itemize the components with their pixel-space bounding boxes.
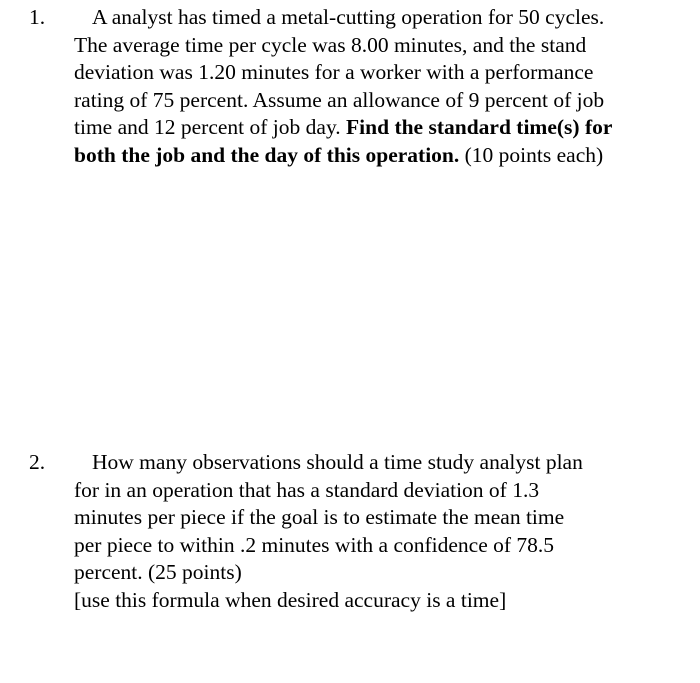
question-2-line-1: How many observations should a time study analyst plan [92,450,583,474]
question-1-line-6 [74,142,674,170]
question-1-line-4: rating of 75 percent. Assume an allowance of 9 percent of job [74,87,605,112]
question-1-number: 1. [29,5,46,29]
question-2-line-5: percent. (25 points) [74,560,242,584]
question-2-number: 2. [29,450,46,474]
question-2-line-2: for in an operation that has a standard deviation of 1.3 [74,477,540,502]
question-1-instruction-part-1: Find the standard time(s) for [346,115,613,139]
question-1-instruction-part-2: both the job and the day of this operation. [74,142,460,167]
question-1-line-3: deviation was 1.20 minutes for a worker with a performance [74,60,594,84]
question-1-text [74,4,674,169]
question-1-line-2: The average time per cycle was 8.00 minutes, and the stand [74,32,587,57]
question-1-points: (10 points each) [464,142,604,167]
question-1-line-5: time and 12 percent of job day. Find the standard time(s) for [74,115,613,139]
question-2-text [74,449,674,614]
question-2-line-4: per piece to within .2 minutes with a confidence of 78.5 [74,532,555,557]
question-2-line-3: minutes per piece if the goal is to estimate the mean time [74,505,565,529]
question-2-formula-note: [use this formula when desired accuracy is a time] [74,587,507,612]
question-1-line-1: A analyst has timed a metal-cutting operation for 50 cycles. [92,5,605,29]
